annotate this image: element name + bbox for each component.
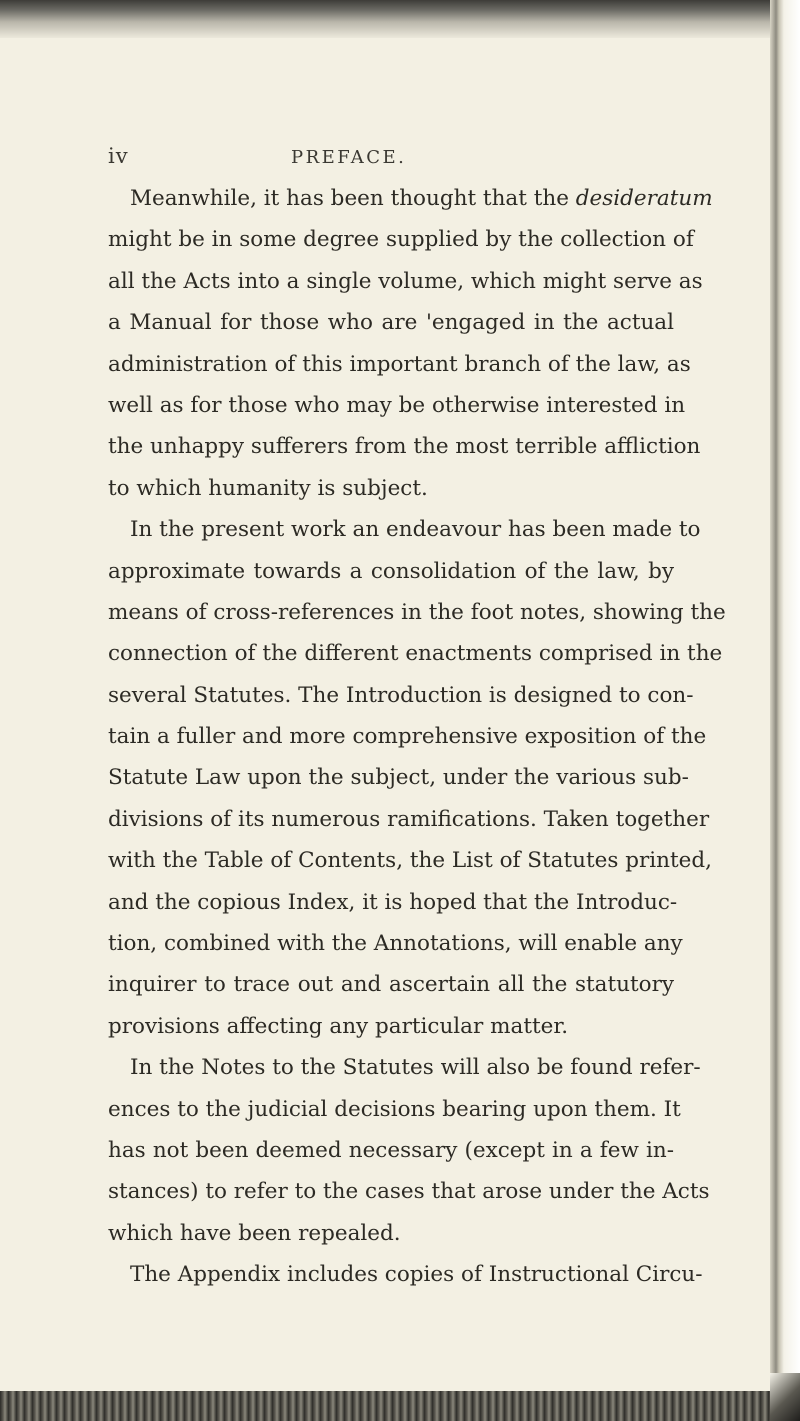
text-line: all the Acts into a single volume, which might serve as (108, 268, 703, 294)
text-line: which have been repealed. (108, 1220, 401, 1246)
text-line: Statute Law upon the subject, under the various sub- (108, 765, 689, 791)
text-line: well as for those who may be otherwise interested in (108, 392, 686, 418)
text-line: Meanwhile, it has been thought that the desideratum (130, 186, 713, 211)
italic-term: desideratum (575, 186, 713, 211)
text-line: to which humanity is subject. (108, 475, 428, 501)
text-line: a Manual for those who are 'engaged in the actual (108, 310, 674, 336)
text-line: approximate towards a consolidation of the law, by (108, 558, 674, 584)
running-head (108, 144, 668, 174)
text-line: might be in some degree supplied by the collection of (108, 227, 694, 253)
text-line: provisions affecting any particular matter. (108, 1013, 569, 1039)
text-line: administration of this important branch of the law, as (108, 351, 691, 377)
text-line: tain a fuller and more comprehensive exposition of the (108, 724, 707, 750)
text-line: the unhappy sufferers from the most terrible affliction (108, 434, 701, 460)
page-corner (770, 1373, 800, 1421)
text-line: connection of the different enactments comprised in the (108, 641, 723, 667)
text-line: In the Notes to the Statutes will also be found refer- (130, 1055, 701, 1081)
text-line: stances) to refer to the cases that arose under the Acts (108, 1179, 710, 1205)
page-number: iv (108, 144, 129, 168)
body-text (108, 178, 726, 1296)
text-line: means of cross-references in the foot notes, showing the (108, 599, 726, 625)
text-line: several Statutes. The Introduction is designed to con- (108, 682, 694, 708)
text-line: ences to the judicial decisions bearing upon them. It (108, 1096, 681, 1122)
page-right-edge (770, 0, 800, 1421)
text-line: with the Table of Contents, the List of Statutes printed, (108, 848, 712, 874)
running-title: PREFACE. (291, 147, 407, 168)
text-line: and the copious Index, it is hoped that the Introduc- (108, 889, 678, 915)
text-line: tion, combined with the Annotations, will enable any (108, 931, 683, 957)
page-top-shadow (0, 0, 780, 38)
text-line: inquirer to trace out and ascertain all the statutory (108, 972, 674, 998)
text-line: divisions of its numerous ramifications. Taken together (108, 806, 710, 832)
text-line: In the present work an endeavour has been made to (130, 517, 701, 543)
text-line: The Appendix includes copies of Instructional Circu- (130, 1262, 703, 1288)
page-bottom-edge (0, 1391, 800, 1421)
text-line: has not been deemed necessary (except in a few in- (108, 1137, 674, 1163)
